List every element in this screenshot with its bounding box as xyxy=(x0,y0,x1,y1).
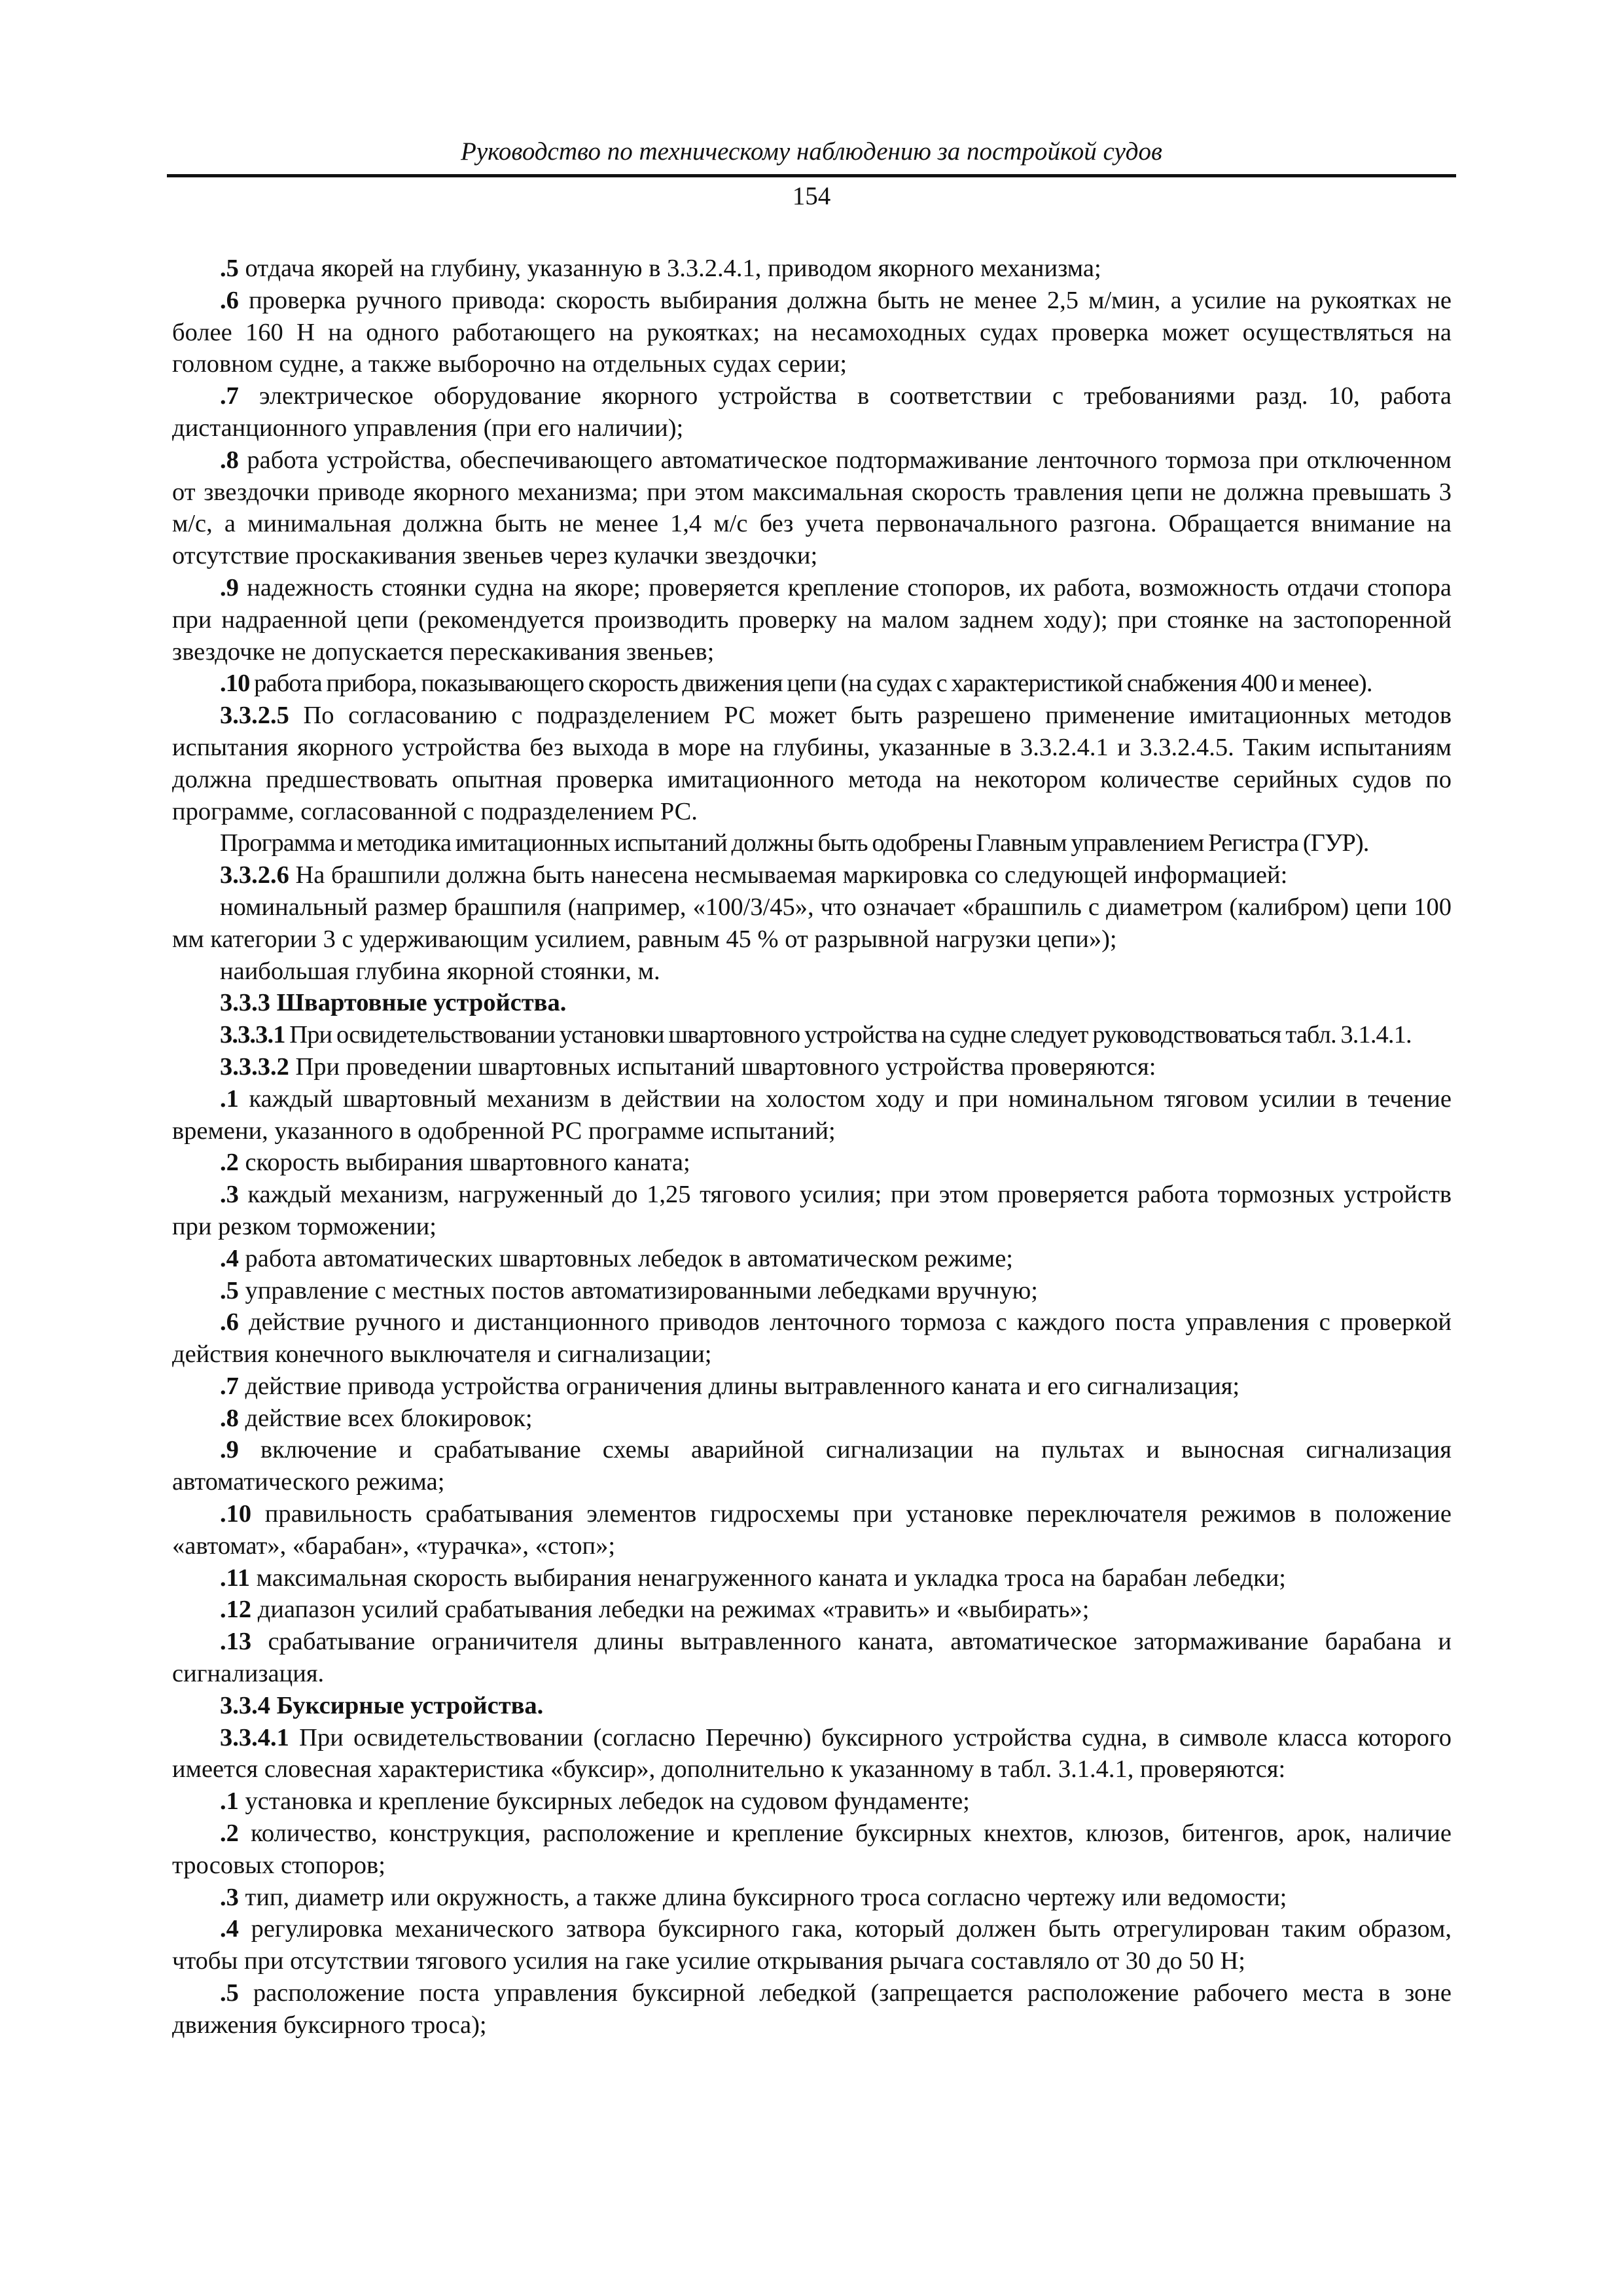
paragraph: .4 регулировка механического затвора буксирного гака, который должен быть отрегулирован таким образом, чтобы при отсутствии тягового усилия на гаке усилие открывания рычага составляло от 30 до 50 Н; xyxy=(172,1915,1452,1975)
running-header: Руководство по техническому наблюдению за постройкой судов xyxy=(461,137,1162,166)
paragraph: .10 правильность срабатывания элементов гидросхемы при установке переключателя режимов в положение «автомат», «барабан», «турачка», «стоп»; xyxy=(172,1500,1452,1560)
section-heading: 3.3.4 Буксирные устройства. xyxy=(220,1691,544,1719)
paragraph: .9 включение и срабатывание схемы аварийной сигнализации на пультах и выносная сигнализация автоматического режима; xyxy=(172,1436,1452,1496)
paragraph: .4 работа автоматических швартовных лебедок в автоматическом режиме; xyxy=(220,1244,1013,1272)
paragraph: .2 скорость выбирания швартовного каната; xyxy=(220,1149,690,1177)
paragraph: .5 управление с местных постов автоматизированными лебедками вручную; xyxy=(220,1276,1038,1304)
paragraph: .5 расположение поста управления буксирной лебедкой (запрещается расположение рабочего места в зоне движения буксирного троса); xyxy=(172,1979,1452,2039)
paragraph: 3.3.3.2 При проведении швартовных испытаний швартовного устройства проверяются: xyxy=(220,1052,1156,1081)
paragraph: .8 работа устройства, обеспечивающего автоматическое подтормаживание ленточного тормоза при отключенном от звездочки приводе якорного механизма; при этом максимальная скорость травления цепи не должна превышать 3 м/с, а минимальная должна быть не менее 1,4 м/с без учета первоначального разгона. Обращается внимание на отсутствие проскакивания звеньев через кулачки звездочки; xyxy=(172,446,1452,570)
paragraph: 3.3.4.1 При освидетельствовании (согласно Перечню) буксирного устройства судна, в символе класса которого имеется словесная характеристика «буксир», дополнительно к указанному в табл. 3.1.4.1, проверяются: xyxy=(172,1723,1452,1784)
paragraph: .10 работа прибора, показывающего скорость движения цепи (на судах с характеристикой снабжения 400 и менее). xyxy=(220,670,1372,698)
paragraph: номинальный размер брашпиля (например, «100/3/45», что означает «брашпиль с диаметром (калибром) цепи 100 мм категории 3 с удерживающим усилием, равным 45 % от разрывной нагрузки цепи»); xyxy=(172,893,1452,953)
paragraph: .1 установка и крепление буксирных лебедок на судовом фундаменте; xyxy=(220,1787,970,1816)
paragraph: .5 отдача якорей на глубину, указанную в 3.3.2.4.1, приводом якорного механизма; xyxy=(220,255,1101,282)
paragraph: .6 проверка ручного привода: скорость выбирания должна быть не менее 2,5 м/мин, а усилие на рукоятках не более 160 Н на одного работающего на рукоятках; на несамоходных судах проверка может осуществляться на головном судне, а также выборочно на отдельных судах серии; xyxy=(172,286,1452,378)
paragraph: .7 действие привода устройства ограничения длины вытравленного каната и его сигнализация; xyxy=(220,1372,1240,1400)
page-number: 154 xyxy=(792,182,831,210)
paragraph: .6 действие ручного и дистанционного приводов ленточного тормоза с каждого поста управления с проверкой действия конечного выключателя и сигнализации; xyxy=(172,1308,1452,1369)
paragraph: 3.3.3.1 При освидетельствовании установки швартовного устройства на судне следует руководствоваться табл. 3.1.4.1. xyxy=(220,1021,1412,1049)
paragraph: .13 срабатывание ограничителя длины вытравленного каната, автоматическое затормаживание барабана и сигнализация. xyxy=(172,1628,1452,1688)
paragraph: .2 количество, конструкция, расположение и крепление буксирных кнехтов, клюзов, битенгов, арок, наличие тросовых стопоров; xyxy=(172,1820,1452,1879)
paragraph: .3 каждый механизм, нагруженный до 1,25 тягового усилия; при этом проверяется работа тормозных устройств при резком торможении; xyxy=(172,1181,1452,1240)
paragraph: Программа и методика имитационных испытаний должны быть одобрены Главным управлением Регистра (ГУР). xyxy=(220,829,1369,857)
paragraph: .11 максимальная скорость выбирания ненагруженного каната и укладка троса на барабан лебедки; xyxy=(220,1564,1286,1592)
paragraph: .9 надежность стоянки судна на якоре; проверяется крепление стопоров, их работа, возможность отдачи стопора при надраенной цепи (рекомендуется производить проверку на малом заднем ходу); при стоянке на застопоренной звездочке не допускается перескакивания звеньев; xyxy=(172,573,1452,666)
paragraph: .8 действие всех блокировок; xyxy=(220,1404,533,1432)
paragraph: 3.3.2.5 По согласованию с подразделением РС может быть разрешено применение имитационных методов испытания якорного устройства без выхода в море на глубины, указанные в 3.3.2.4.1 и 3.3.2.4.5. Таким испытаниям должна предшествовать опытная проверка имитационного метода на некотором количестве серийных судов по программе, согласованной с подразделением РС. xyxy=(172,702,1452,825)
paragraph: 3.3.2.6 На брашпили должна быть нанесена несмываемая маркировка со следующей информацией: xyxy=(220,861,1288,889)
paragraph: .1 каждый швартовный механизм в действии на холостом ходу и при номинальном тяговом усилии в течение времени, указанного в одобренной РС программе испытаний; xyxy=(172,1085,1452,1145)
paragraph: .3 тип, диаметр или окружность, а также длина буксирного троса согласно чертежу или ведомости; xyxy=(220,1883,1287,1911)
paragraph: .12 диапазон усилий срабатывания лебедки на режимах «травить» и «выбирать»; xyxy=(220,1596,1090,1624)
paragraph: наибольшая глубина якорной стоянки, м. xyxy=(220,957,660,985)
section-heading: 3.3.3 Швартовные устройства. xyxy=(220,989,567,1017)
paragraph: .7 электрическое оборудование якорного устройства в соответствии с требованиями разд. 10, работа дистанционного управления (при его наличии); xyxy=(172,382,1452,442)
header-rule xyxy=(167,174,1456,177)
body-text xyxy=(172,253,1452,2041)
